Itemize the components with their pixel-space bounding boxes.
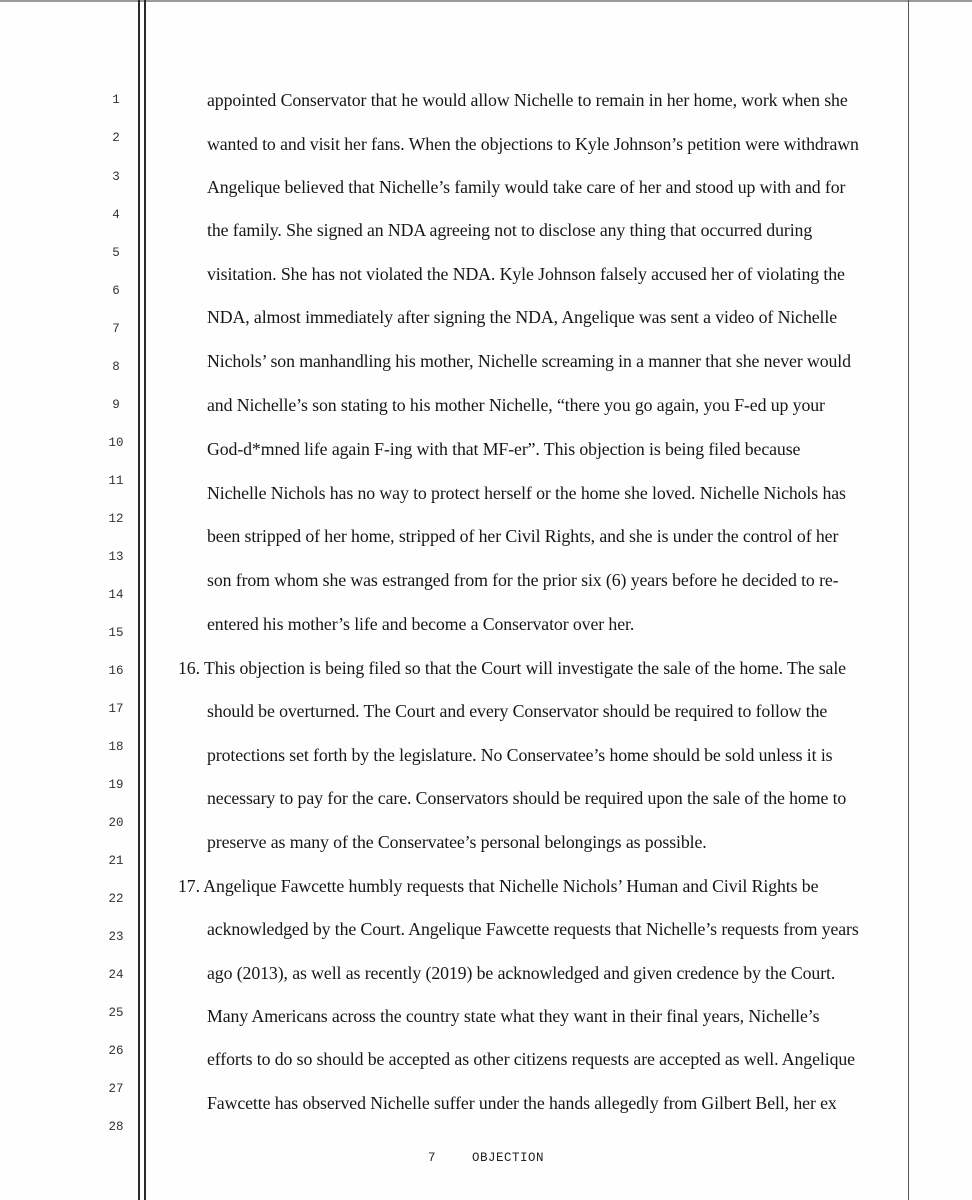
line-number: 6 xyxy=(112,284,120,298)
line-number: 12 xyxy=(108,512,124,526)
body-text-line: God-d*mned life again F-ing with that MF-er”. This objection is being filed because xyxy=(207,439,801,459)
document-title: OBJECTION xyxy=(472,1151,545,1165)
line-number: 28 xyxy=(108,1120,124,1134)
line-number: 16 xyxy=(108,664,124,678)
body-text-line: Nichols’ son manhandling his mother, Nichelle screaming in a manner that she never would xyxy=(207,351,851,371)
body-text-line: ago (2013), as well as recently (2019) be acknowledged and given credence by the Court. xyxy=(207,963,836,983)
line-number: 18 xyxy=(108,740,124,754)
line-number: 14 xyxy=(108,588,124,602)
body-text-line: Many Americans across the country state what they want in their final years, Nichelle’s xyxy=(207,1006,820,1026)
line-number: 23 xyxy=(108,930,124,944)
body-text-line: been stripped of her home, stripped of her Civil Rights, and she is under the control of her xyxy=(207,526,839,546)
line-number: 1 xyxy=(112,93,120,107)
line-number: 11 xyxy=(108,474,124,488)
line-number: 13 xyxy=(108,550,124,564)
line-number: 24 xyxy=(108,968,124,982)
body-text-line: acknowledged by the Court. Angelique Fawcette requests that Nichelle’s requests from years xyxy=(207,919,859,939)
line-number: 19 xyxy=(108,778,124,792)
body-text-line: and Nichelle’s son stating to his mother Nichelle, “there you go again, you F-ed up your xyxy=(207,395,825,415)
body-text-line: the family. She signed an NDA agreeing not to disclose any thing that occurred during xyxy=(207,220,813,240)
body-text-line: preserve as many of the Conservatee’s personal belongings as possible. xyxy=(207,832,707,852)
page-number: 7 xyxy=(428,1151,436,1165)
body-text-line: son from whom she was estranged from for the prior six (6) years before he decided to re- xyxy=(207,570,839,590)
line-number: 21 xyxy=(108,854,124,868)
numbered-paragraph-17: 17. Angelique Fawcette humbly requests that Nichelle Nichols’ Human and Civil Rights be xyxy=(178,876,819,896)
body-text-line: Angelique believed that Nichelle’s family would take care of her and stood up with and for xyxy=(207,177,846,197)
line-number: 22 xyxy=(108,892,124,906)
line-number: 26 xyxy=(108,1044,124,1058)
line-number: 27 xyxy=(108,1082,124,1096)
body-text-line: efforts to do so should be accepted as other citizens requests are accepted as well. Angelique xyxy=(207,1049,855,1069)
body-text-line: should be overturned. The Court and every Conservator should be required to follow the xyxy=(207,701,828,721)
right-margin-rule xyxy=(908,0,909,1200)
body-text-line: appointed Conservator that he would allow Nichelle to remain in her home, work when she xyxy=(207,90,848,110)
body-text-line: wanted to and visit her fans. When the objections to Kyle Johnson’s petition were withdrawn xyxy=(207,134,859,154)
line-number: 17 xyxy=(108,702,124,716)
body-text-line: Nichelle Nichols has no way to protect herself or the home she loved. Nichelle Nichols has xyxy=(207,483,846,503)
line-number: 25 xyxy=(108,1006,124,1020)
left-margin-rule xyxy=(138,0,140,1200)
line-number: 7 xyxy=(112,322,120,336)
body-text-line: visitation. She has not violated the NDA. Kyle Johnson falsely accused her of violating the xyxy=(207,264,845,284)
line-number: 9 xyxy=(112,398,120,412)
line-number: 8 xyxy=(112,360,120,374)
line-number: 5 xyxy=(112,246,120,260)
body-text-line: Fawcette has observed Nichelle suffer under the hands allegedly from Gilbert Bell, her ex xyxy=(207,1093,837,1113)
body-text-line: NDA, almost immediately after signing the NDA, Angelique was sent a video of Nichelle xyxy=(207,307,837,327)
body-text-line: protections set forth by the legislature. No Conservatee’s home should be sold unless it is xyxy=(207,745,833,765)
body-text-line: entered his mother’s life and become a Conservator over her. xyxy=(207,614,635,634)
body-text-line: necessary to pay for the care. Conservators should be required upon the sale of the home to xyxy=(207,788,847,808)
left-margin-rule-inner xyxy=(144,0,146,1200)
line-number: 20 xyxy=(108,816,124,830)
line-number: 15 xyxy=(108,626,124,640)
line-number: 2 xyxy=(112,131,120,145)
line-number: 4 xyxy=(112,208,120,222)
line-number: 3 xyxy=(112,170,120,184)
numbered-paragraph-16: 16. This objection is being filed so that the Court will investigate the sale of the home. The sale xyxy=(178,658,846,678)
line-number: 10 xyxy=(108,436,124,450)
